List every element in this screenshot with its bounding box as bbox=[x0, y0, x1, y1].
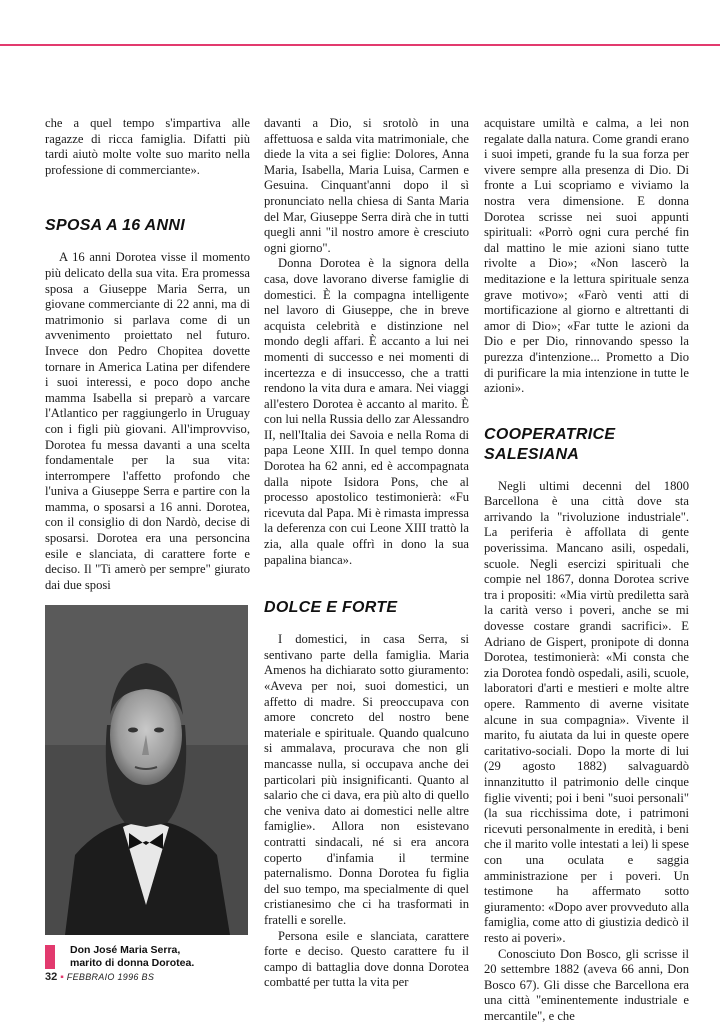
paragraph: I domestici, in casa Serra, si sentivano parte della famiglia. Maria Amenos ha dichiarato sotto giuramento: «Aveva per noi, suoi domestici, un affetto di madre. Si preoccupava con amore concreto del nostro bene materiale e spirituale. Quando qualcuno si ammalava, procurava che non gli mancasse nulla, si occupava anche dei particolari più insignificanti. Quanto al salario che ci dava, era più alto di quello che veniva dato ai domestici nelle altre famiglie». Allora non esistevano contratti sindacali, né si era ancora coperto d'infamia il termine paternalismo. Donna Dorotea fu figlia del suo tempo, ma specialmente di quel cristianesimo che ci ha trasformati in fratelli e sorelle. bbox=[264, 632, 469, 928]
section-heading-sposa: SPOSA A 16 ANNI bbox=[45, 216, 250, 236]
paragraph: Conosciuto Don Bosco, gli scrisse il 20 settembre 1882 (aveva 66 anni, Don Bosco 67). Gli disse che Barcellona era una città "eminentemente industriale e mercantile", e che bbox=[484, 947, 689, 1024]
paragraph: A 16 anni Dorotea visse il momento più delicato della sua vita. Era promessa sposa a Giuseppe Maria Serra, un giovane commerciante di 22 anni, ma di matrimonio si parlava come di un avvenimento proiettato nel futuro. Invece don Pedro Chopitea dovette tornare in America Latina per difendere i suoi interessi, e poco dopo anche mamma Isabella si preparò a varcare l'Atlantico per raggiungerlo in Uruguay con i figli più giovani. All'improvviso, Dorotea fu messa davanti a una scelta fondamentale per la sua vita: interrompere l'affetto profondo che l'univa a Giuseppe Serra e partire con la mamma, o sposarsi a 16 anni. Dorotea, con il consiglio di don Nardò, decise di sposarsi. Dorotea era una personcina esile e slanciata, di carattere forte e deciso. Il "Ti amerò per sempre" giurato dai due sposi bbox=[45, 250, 250, 593]
caption-accent-square bbox=[45, 945, 55, 969]
paragraph: acquistare umiltà e calma, a lei non regalate dalla natura. Come grandi erano i suoi impeti, grande fu la sua forza per vivere sempre alla presenza di Dio. Di fronte a Lui scopriamo e viviamo la nostra vera dimensione. E donna Dorotea scrisse nei suoi appunti spirituali: «Porrò ogni cura perché fin dal mattino le mie azioni siano tutte rivolte a Dio»; «Non lascerò la meditazione e la lettura spirituale senza grave motivo»; «Farò venti atti di mortificazione al giorno e altrettanti di amor di Dio»; «Far tutte le azioni da Dio e per Dio, rinnovando spesso la purezza d'intenzione... Prometto a Dio di purificare la mia intenzione in tutte le azioni». bbox=[484, 116, 689, 397]
footer-separator: ▪ bbox=[60, 972, 64, 983]
page-footer bbox=[45, 971, 154, 983]
column-3 bbox=[484, 116, 689, 1024]
paragraph: Negli ultimi decenni del 1800 Barcellona è una città dove sta arrivando la "rivoluzione industriale". La periferia è affollata di gente poverissima. Mancano asili, ospedali, scuole. Negli esercizi spirituali che compie nel 1867, donna Dorotea scrive tra i propositi: «Mia virtù prediletta sarà la carità verso i poveri, anche se mi dovesse costare grandi sacrifici». E Adriano de Gispert, pronipote di donna Dorotea, testimonierà: «Mi consta che zia Dorotea fondò ospedali, asili, scuole, laboratori d'arti e mestieri e molte altre opere. Rammento di averne visitate alcune in sua compagnia». Vivente il marito, fu aiutata da lui in queste opere caritativo-sociali. Dopo la morte di lui (29 agosto 1882) salvaguardò innanzitutto il patrimonio delle cinque figlie viventi; poi i beni "suoi personali" (la sua ricchissima dote, i patrimoni ricevuti personalmente in eredità, i beni che il marito volle intestati a lei) li spese con una oculata e saggia amministrazione per i poveri. Un testimone ha affermato sotto giuramento: «Dopo aver provveduto alla famiglia, come atto di giustizia dedicò il resto ai poveri». bbox=[484, 479, 689, 947]
column-1 bbox=[45, 116, 250, 593]
portrait-photo bbox=[45, 605, 248, 935]
photo-caption bbox=[70, 944, 250, 970]
paragraph: davanti a Dio, si srotolò in una affettuosa e salda vita matrimoniale, che diede la vita a sei figlie: Dolores, Anna Maria, Isabella, Maria Luisa, Carmen e Gesuina. Cinquant'anni dopo il sì pronunciato nella chiesa di Santa Maria del Mar, Giuseppe Serra dirà che in tutti quegli anni "il nostro amore è cresciuto ogni giorno". bbox=[264, 116, 469, 256]
top-accent-rule bbox=[0, 44, 720, 46]
heading-line: SALESIANA bbox=[484, 446, 579, 463]
caption-line: marito di donna Dorotea. bbox=[70, 957, 194, 969]
column-2 bbox=[264, 116, 469, 991]
portrait-illustration bbox=[45, 605, 248, 935]
issue-label: FEBBRAIO 1996 BS bbox=[67, 972, 154, 982]
paragraph: che a quel tempo s'impartiva alle ragazze di ricca famiglia. Difatti più tardi aiutò molte volte suo marito nella professione di commerciante». bbox=[45, 116, 250, 178]
section-heading-dolce: DOLCE E FORTE bbox=[264, 598, 469, 618]
heading-line: COOPERATRICE bbox=[484, 426, 615, 443]
caption-line: Don José Maria Serra, bbox=[70, 944, 180, 956]
paragraph: Donna Dorotea è la signora della casa, dove lavorano diverse famiglie di domestici. È la compagna intelligente nel lavoro di Giuseppe, che in breve acquista celebrità e distinzione nel mondo degli affari. È accanto a lui nei momenti di successo e nei momenti di incertezza e di insuccesso, che a tratti rendono la vita dura e amara. Nei viaggi all'estero Dorotea è accanto al marito. È con lui nella Russia dello zar Alessandro II, nell'Italia dei Savoia e nella Roma di papa Leone XIII. In quel tempo donna Dorotea ha 62 anni, ed è accompagnata dalla nipote Isidora Pons, che al processo apostolico testimonierà: «Fu ricevuta dal Papa. Mi è rimasta impressa la deferenza con cui Leone XIII trattò la zia, alla quale offrì in dono la sua papalina bianca». bbox=[264, 256, 469, 568]
section-heading-cooperatrice bbox=[484, 425, 689, 465]
paragraph: Persona esile e slanciata, carattere forte e deciso. Questo carattere fu il campo di battaglia dove donna Dorotea combatté per tutta la vita per bbox=[264, 929, 469, 991]
page-number: 32 bbox=[45, 971, 57, 983]
